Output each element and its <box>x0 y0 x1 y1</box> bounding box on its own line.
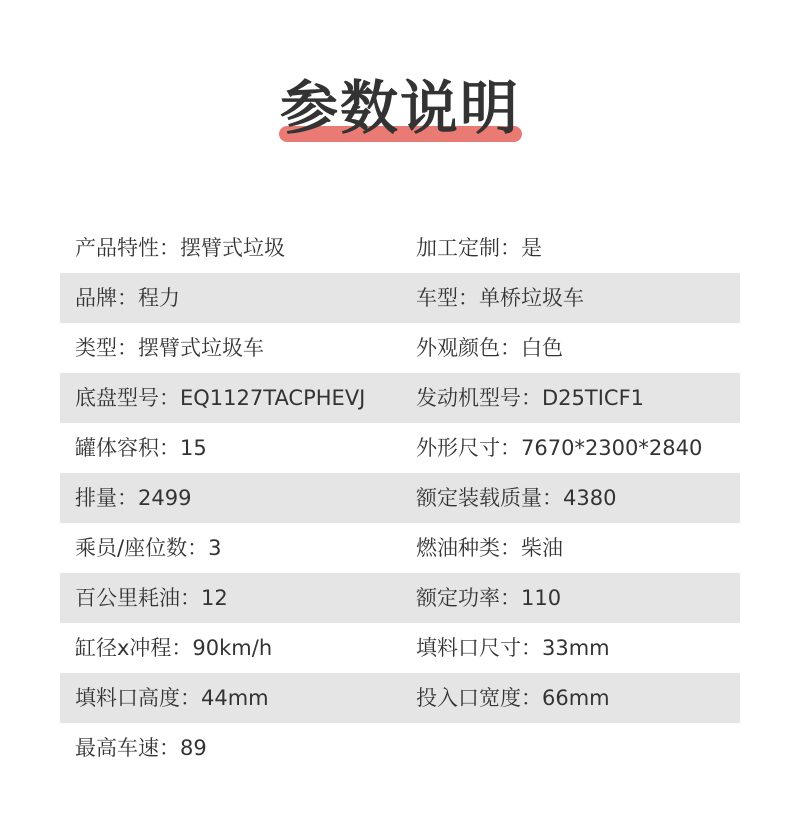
spec-table <box>60 223 740 773</box>
spec-row <box>60 623 740 673</box>
spec-item: 底盘型号：EQ1127TACPHEVJ <box>75 386 366 410</box>
spec-item: 品牌：程力 <box>75 286 180 310</box>
spec-item: 百公里耗油：12 <box>75 586 228 610</box>
spec-row <box>60 723 740 773</box>
spec-item: 外观颜色：白色 <box>416 336 563 360</box>
spec-row <box>60 573 740 623</box>
spec-item: 排量：2499 <box>75 486 192 510</box>
spec-row <box>60 223 740 273</box>
spec-item: 燃油种类：柴油 <box>416 536 563 560</box>
spec-item: 缸径x冲程：90km/h <box>75 636 273 660</box>
spec-item: 最高车速：89 <box>75 736 207 760</box>
spec-row <box>60 473 740 523</box>
page-title: 参数说明 <box>279 74 520 142</box>
spec-row <box>60 423 740 473</box>
spec-row <box>60 273 740 323</box>
spec-item: 填料口高度：44mm <box>75 686 269 710</box>
spec-row <box>60 673 740 723</box>
spec-item: 乘员/座位数：3 <box>75 536 222 560</box>
spec-row <box>60 523 740 573</box>
spec-item: 车型：单桥垃圾车 <box>416 286 584 310</box>
spec-item: 发动机型号：D25TICF1 <box>416 386 645 410</box>
spec-row <box>60 323 740 373</box>
spec-item: 产品特性：摆臂式垃圾 <box>75 236 285 260</box>
spec-item: 额定功率：110 <box>416 586 562 610</box>
spec-row <box>60 373 740 423</box>
spec-item: 额定装载质量：4380 <box>416 486 617 510</box>
spec-item: 外形尺寸：7670*2300*2840 <box>416 436 703 460</box>
spec-item: 填料口尺寸：33mm <box>416 636 610 660</box>
spec-item: 类型：摆臂式垃圾车 <box>75 336 264 360</box>
spec-item: 加工定制：是 <box>416 236 542 260</box>
title-block <box>0 72 800 152</box>
spec-item: 罐体容积：15 <box>75 436 207 460</box>
spec-item: 投入口宽度：66mm <box>416 686 610 710</box>
